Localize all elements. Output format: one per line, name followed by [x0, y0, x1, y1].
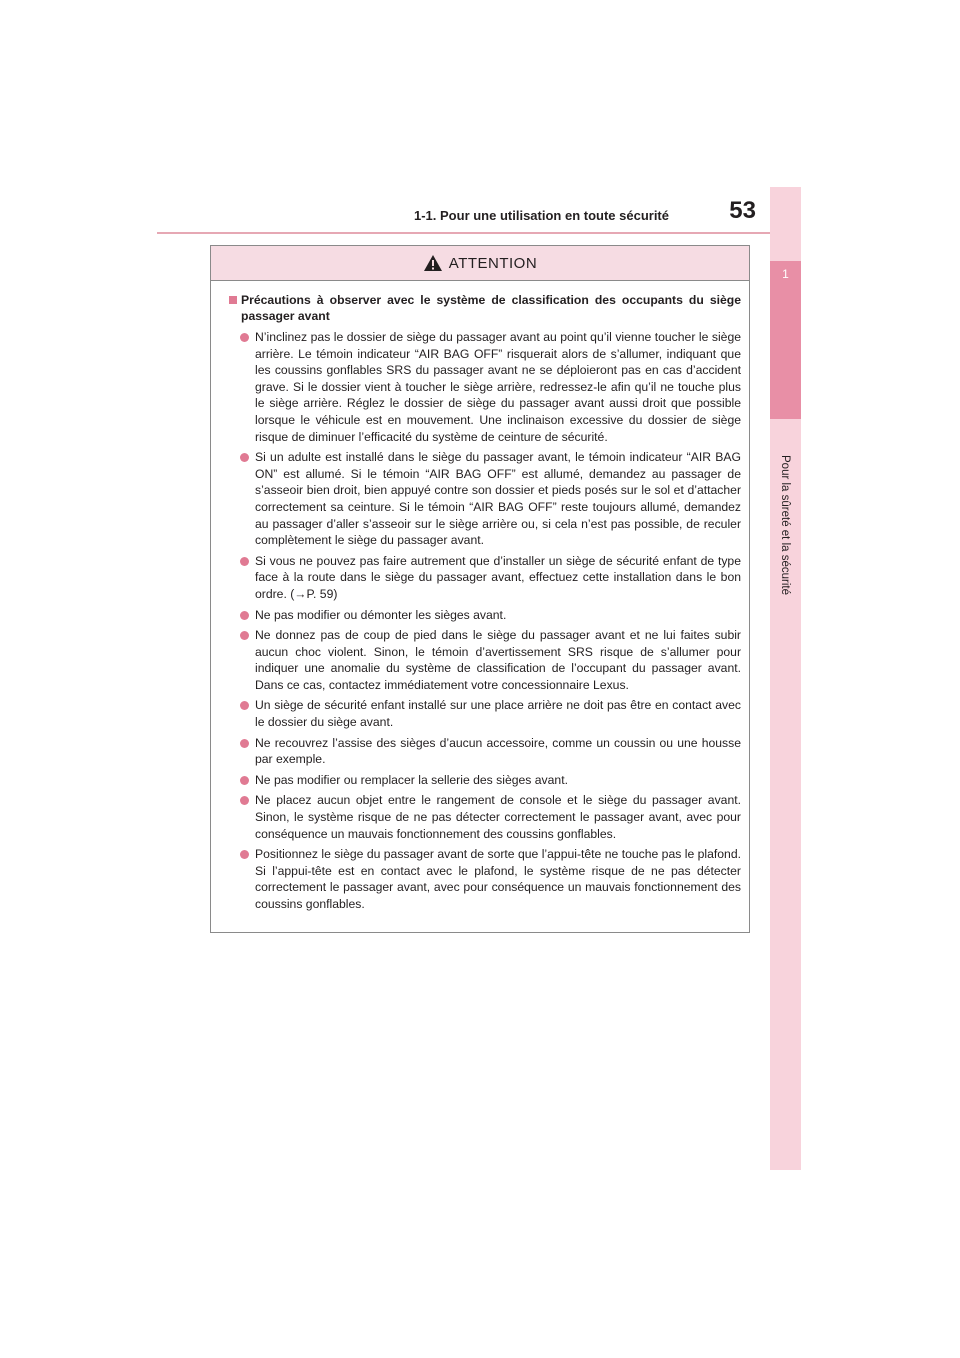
bullet-dot-icon	[240, 850, 249, 859]
caution-body	[211, 281, 749, 913]
caution-item-text: Si vous ne pouvez pas faire autrement que d’installer un siège de sécurité enfant de type face à la route dans le siège du passager avant, effectuez cette installation dans le bon ordre. (→P. 59)	[255, 553, 741, 601]
caution-item-text: Ne donnez pas de coup de pied dans le siège du passager avant et ne lui faites subir aucun choc violent. Sinon, le témoin d’avertissement SRS risque de s’allumer pour indiquer une anomalie du système de classification de l’occupant du passager avant. Dans ce cas, contactez immédiatement votre concessionnaire Lexus.	[255, 628, 741, 692]
caution-item-text: N’inclinez pas le dossier de siège du passager avant au point qu’il vienne toucher le siège arrière. Le témoin indicateur “AIR BAG OFF” risquerait alors de s’allumer, indiquant que les coussins gonflables SRS du passager avant ne se déploieront pas en cas d’accident grave. Si le dossier vient à toucher le siège arrière, redressez-le afin qu’il ne touche plus le siège arrière. Réglez le dossier de siège du passager avant aussi droit que possible lorsque le véhicule est en mouvement. Une inclinaison excessive du dossier de siège risque de diminuer l’efficacité du système de ceinture de sécurité.	[255, 330, 741, 444]
bullet-dot-icon	[240, 631, 249, 640]
page-number: 53	[729, 197, 756, 224]
caution-item-text: Ne pas modifier ou remplacer la sellerie des sièges avant.	[255, 772, 568, 787]
bullet-dot-icon	[240, 611, 249, 620]
caution-item	[229, 735, 741, 768]
bullet-dot-icon	[240, 453, 249, 462]
bullet-dot-icon	[240, 333, 249, 342]
caution-item-text: Ne placez aucun objet entre le rangement de console et le siège du passager avant. Sinon, le système risque de ne pas détecter correctement le passager avant, avec pour conséquence un mauvais fonctionnement des coussins gonflables.	[255, 793, 741, 841]
caution-title: ATTENTION	[448, 254, 538, 272]
caution-box	[210, 245, 750, 933]
square-bullet-icon	[229, 296, 237, 304]
warning-triangle-icon	[423, 254, 443, 272]
caution-item	[229, 329, 741, 445]
caution-item-text: Un siège de sécurité enfant installé sur une place arrière ne doit pas être en contact avec le dossier du siège avant.	[255, 698, 741, 730]
caution-item	[229, 607, 741, 624]
chapter-number: 1	[782, 267, 789, 281]
caution-section-heading	[229, 292, 741, 324]
bullet-dot-icon	[240, 701, 249, 710]
caution-heading-text: Précautions à observer avec le système de classification des occupants du siège passager avant	[241, 293, 741, 323]
chapter-label: Pour la sûreté et la sécurité	[779, 455, 791, 595]
caution-item	[229, 697, 741, 730]
caution-item	[229, 772, 741, 789]
chapter-tab-marker	[770, 261, 801, 419]
caution-item	[229, 846, 741, 912]
caution-header	[211, 246, 749, 281]
bullet-dot-icon	[240, 796, 249, 805]
section-title: 1-1. Pour une utilisation en toute sécurité	[414, 208, 669, 223]
caution-item-text: Si un adulte est installé dans le siège du passager avant, le témoin indicateur “AIR BAG ON” est allumé. Si le témoin “AIR BAG OFF” est allumé, demandez au passager de s’asseoir bien droit, bien appuyé contre son dossier et pieds posés sur le sol et d’attacher correctement sa ceinture. Si le témoin “AIR BAG OFF” reste toujours allumé, demandez au passager d’aller s’asseoir sur le siège arrière ou, si cela n’est pas possible, de reculer complètement le siège du passager avant.	[255, 450, 741, 548]
header-divider	[157, 232, 800, 234]
caution-item	[229, 553, 741, 603]
caution-item-text: Positionnez le siège du passager avant de sorte que l’appui-tête ne touche pas le plafond. Si l’appui-tête est en contact avec le plafond, le système risque de ne pas détecter correctement le passager avant, avec pour conséquence un mauvais fonctionnement des coussins gonflables.	[255, 847, 741, 911]
caution-item-text: Ne recouvrez l’assise des sièges d’aucun accessoire, comme un coussin ou une housse par exemple.	[255, 735, 741, 767]
bullet-dot-icon	[240, 776, 249, 785]
caution-item-text: Ne pas modifier ou démonter les sièges avant.	[255, 607, 507, 622]
caution-item	[229, 792, 741, 842]
caution-item	[229, 449, 741, 549]
bullet-dot-icon	[240, 739, 249, 748]
caution-item	[229, 627, 741, 693]
bullet-dot-icon	[240, 557, 249, 566]
